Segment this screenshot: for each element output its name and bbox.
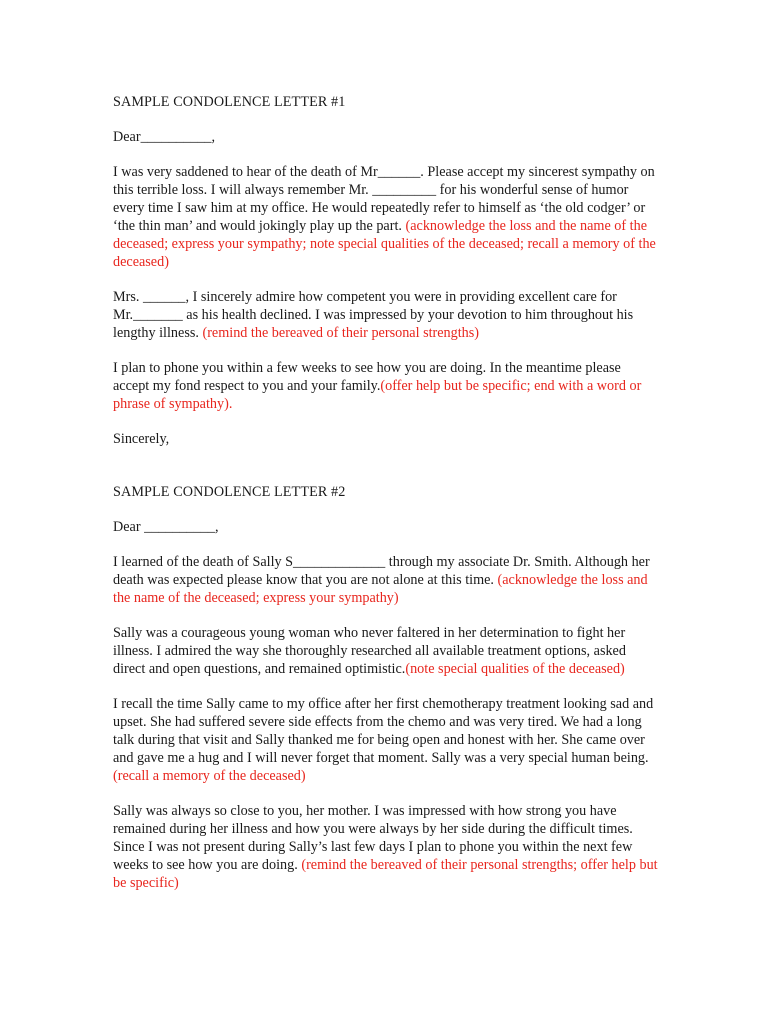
- letter-2-paragraph-3: [113, 695, 658, 785]
- letter-2-paragraph-2: [113, 624, 658, 678]
- letter-2-paragraph-4-note: (remind the bereaved of their personal strengths; offer help but be specific): [113, 857, 658, 891]
- letter-1-paragraph-1-text: I was very saddened to hear of the death of Mr______. Please accept my sincerest sympathy on this terrible loss. I will always remember Mr. _________ for his wonderful sense of humor every time I saw him at my office. He would repeatedly refer to himself as ‘the old codger’ or ‘the thin man’ and would jokingly play up the part.: [113, 164, 655, 234]
- letter-2-paragraph-3-note: (recall a memory of the deceased): [113, 768, 306, 784]
- letter-1-paragraph-3: [113, 359, 658, 413]
- letter-1-salutation: Dear__________,: [113, 129, 216, 145]
- letter-1-paragraph-3-text: I plan to phone you within a few weeks to see how you are doing. In the meantime please accept my fond respect to you and your family.: [113, 360, 621, 394]
- letter-2-paragraph-4-text: Sally was always so close to you, her mother. I was impressed with how strong you have remained during her illness and how you were always by her side during the difficult times. Since I was not present during Sally’s last few days I plan to phone you within the next few weeks to see how you are doing.: [113, 803, 633, 873]
- letter-2-heading: SAMPLE CONDOLENCE LETTER #2: [113, 484, 346, 500]
- letter-1: [113, 93, 658, 448]
- letter-1-closing: Sincerely,: [113, 431, 170, 447]
- letter-2-paragraph-2-text: Sally was a courageous young woman who never faltered in her determination to fight her illness. I admired the way she thoroughly researched all available treatment options, asked direct and open questions, and remained optimistic.: [113, 625, 626, 677]
- letter-2-paragraph-1: [113, 553, 658, 607]
- letter-1-heading: SAMPLE CONDOLENCE LETTER #1: [113, 94, 346, 110]
- letter-1-paragraph-3-note: (offer help but be specific; end with a word or phrase of sympathy).: [113, 378, 642, 412]
- letter-1-paragraph-1: [113, 163, 658, 271]
- letter-1-paragraph-1-note: (acknowledge the loss and the name of the deceased; express your sympathy; note special qualities of the deceased; recall a memory of the deceased): [113, 218, 656, 270]
- letter-2-salutation: Dear __________,: [113, 519, 219, 535]
- letter-2-paragraph-4: [113, 802, 658, 892]
- letter-2-paragraph-1-text: I learned of the death of Sally S_____________ through my associate Dr. Smith. Although her death was expected please know that you are not alone at this time.: [113, 554, 650, 588]
- letter-2-paragraph-3-text: I recall the time Sally came to my office after her first chemotherapy treatment looking sad and upset. She had suffered severe side effects from the chemo and was very tired. We had a long talk during that visit and Sally thanked me for being open and honest with her. She came over and gave me a hug and I will never forget that moment. Sally was a very special human being.: [113, 696, 654, 766]
- letter-1-paragraph-2: [113, 288, 658, 342]
- letter-2-paragraph-2-note: (note special qualities of the deceased): [405, 661, 625, 677]
- letter-1-paragraph-2-note: (remind the bereaved of their personal strengths): [198, 325, 480, 341]
- letter-2: [113, 483, 658, 892]
- document-body: [113, 93, 658, 909]
- letter-1-paragraph-2-text: Mrs. ______, I sincerely admire how competent you were in providing excellent care for Mr._______ as his health declined. I was impressed by your devotion to him throughout his lengthy illness.: [113, 289, 634, 341]
- letter-2-paragraph-1-note: (acknowledge the loss and the name of the deceased; express your sympathy): [113, 572, 648, 606]
